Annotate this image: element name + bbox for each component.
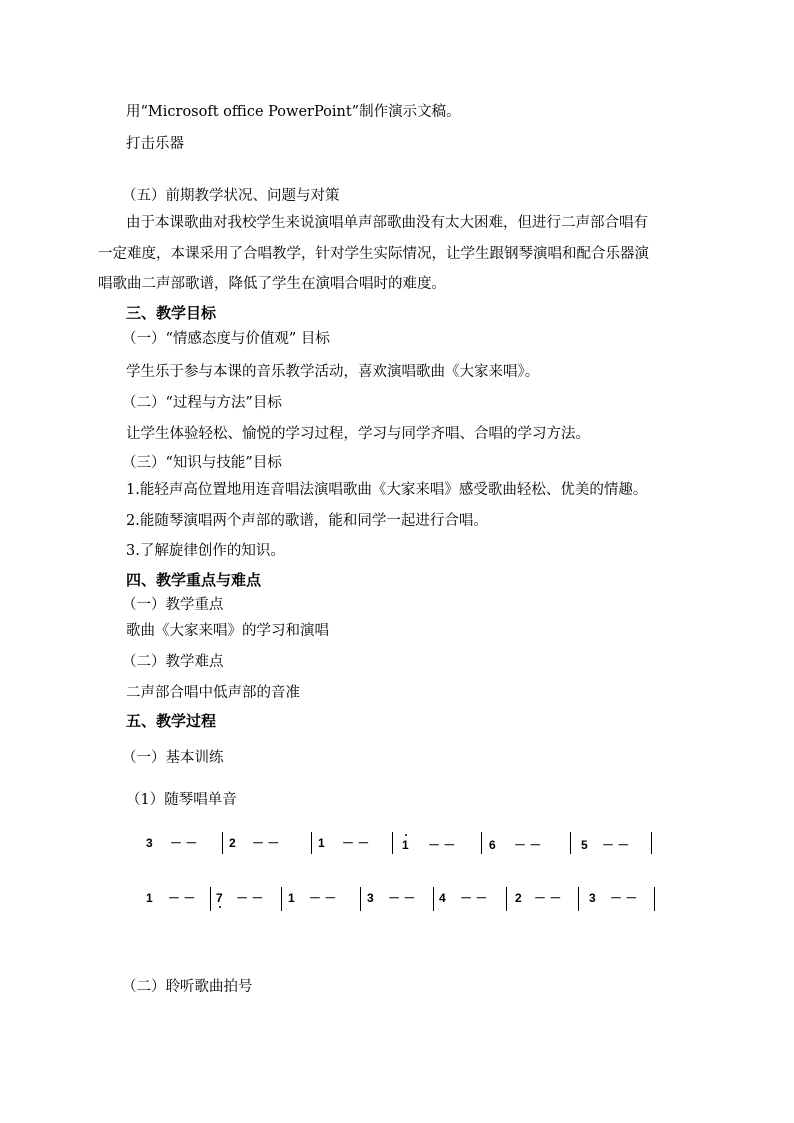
note-digit: 4 <box>439 891 446 905</box>
note-digit: 5 <box>581 838 588 852</box>
paragraph-line: 唱歌曲二声部歌谱，降低了学生在演唱合唱时的难度。 <box>98 276 446 292</box>
paragraph-line: 学生乐于参与本课的音乐教学活动，喜欢演唱歌曲《大家来唱》。 <box>126 364 540 380</box>
subheading: （二）“过程与方法”目标 <box>122 395 282 411</box>
note-dashes: － － <box>428 838 456 852</box>
note-digit: 3 <box>146 836 153 850</box>
subheading: （一）教学重点 <box>122 597 224 613</box>
barline <box>281 887 282 911</box>
barline <box>433 887 434 911</box>
note-digit: 2 <box>515 891 522 905</box>
note-dashes: － － <box>252 836 280 850</box>
note-digit: 1 <box>318 836 325 850</box>
paragraph-line: 二声部合唱中低声部的音准 <box>126 685 300 701</box>
note-dashes: － － <box>309 891 337 905</box>
note-dashes: － － <box>602 838 630 852</box>
paragraph-line: 由于本课歌曲对我校学生来说演唱单声部歌曲没有太大困难，但进行二声部合唱有 <box>126 215 648 231</box>
list-item: 3.了解旋律创作的知识。 <box>126 543 285 559</box>
note-digit: 1 <box>146 891 153 905</box>
section-heading-5: （五）前期教学状况、问题与对策 <box>122 188 340 204</box>
barline <box>578 887 579 911</box>
note-dashes: － － <box>342 836 370 850</box>
barline <box>222 832 223 854</box>
barline <box>481 832 482 854</box>
barline <box>360 887 361 911</box>
tools-line: 用“Microsoft office PowerPoint”制作演示文稿。 <box>126 104 461 120</box>
note-dashes: － － <box>388 891 416 905</box>
note-digit: 2 <box>229 836 236 850</box>
barline <box>654 887 655 911</box>
paragraph-line: 让学生体验轻松、愉悦的学习过程，学习与同学齐唱、合唱的学习方法。 <box>126 426 590 442</box>
note-digit: 7 <box>216 891 223 905</box>
barline <box>506 887 507 911</box>
subheading: （一）“情感态度与价值观” 目标 <box>122 331 330 347</box>
note-dashes: － － <box>534 891 562 905</box>
note-digit: 3 <box>367 891 374 905</box>
note-digit: 3 <box>589 891 596 905</box>
barline <box>210 887 211 911</box>
list-item: 2.能随琴演唱两个声部的歌谱，能和同学一起进行合唱。 <box>126 513 488 529</box>
percussion-line: 打击乐器 <box>126 136 184 152</box>
subheading: （1）随琴唱单音 <box>126 792 237 808</box>
note-digit: 1 <box>288 891 295 905</box>
note-dashes: － － <box>236 891 264 905</box>
note-dashes: － － <box>170 836 198 850</box>
low-octave-dot <box>219 906 221 908</box>
paragraph-line: 歌曲《大家来唱》的学习和演唱 <box>126 623 329 639</box>
note-digit: 1 <box>402 838 409 852</box>
barline <box>392 832 393 854</box>
list-item: 1.能轻声高位置地用连音唱法演唱歌曲《大家来唱》感受歌曲轻松、优美的情趣。 <box>126 482 648 498</box>
heading-goals: 三、教学目标 <box>126 304 217 322</box>
barline <box>311 832 312 854</box>
subheading: （一）基本训练 <box>122 750 224 766</box>
heading-process: 五、教学过程 <box>126 712 217 730</box>
barline <box>651 832 652 854</box>
high-octave-dot <box>405 834 407 836</box>
barline <box>570 832 571 854</box>
note-dashes: － － <box>168 891 196 905</box>
subheading: （二）教学难点 <box>122 654 224 670</box>
note-dashes: － － <box>460 891 488 905</box>
paragraph-line: 一定难度，本课采用了合唱教学，针对学生实际情况，让学生跟钢琴演唱和配合乐器演 <box>98 246 649 262</box>
note-digit: 6 <box>489 838 496 852</box>
subheading: （二）聆听歌曲拍号 <box>122 979 253 995</box>
heading-key-points: 四、教学重点与难点 <box>126 571 262 589</box>
note-dashes: － － <box>514 838 542 852</box>
note-dashes: － － <box>610 891 638 905</box>
subheading: （三）“知识与技能”目标 <box>122 455 282 471</box>
